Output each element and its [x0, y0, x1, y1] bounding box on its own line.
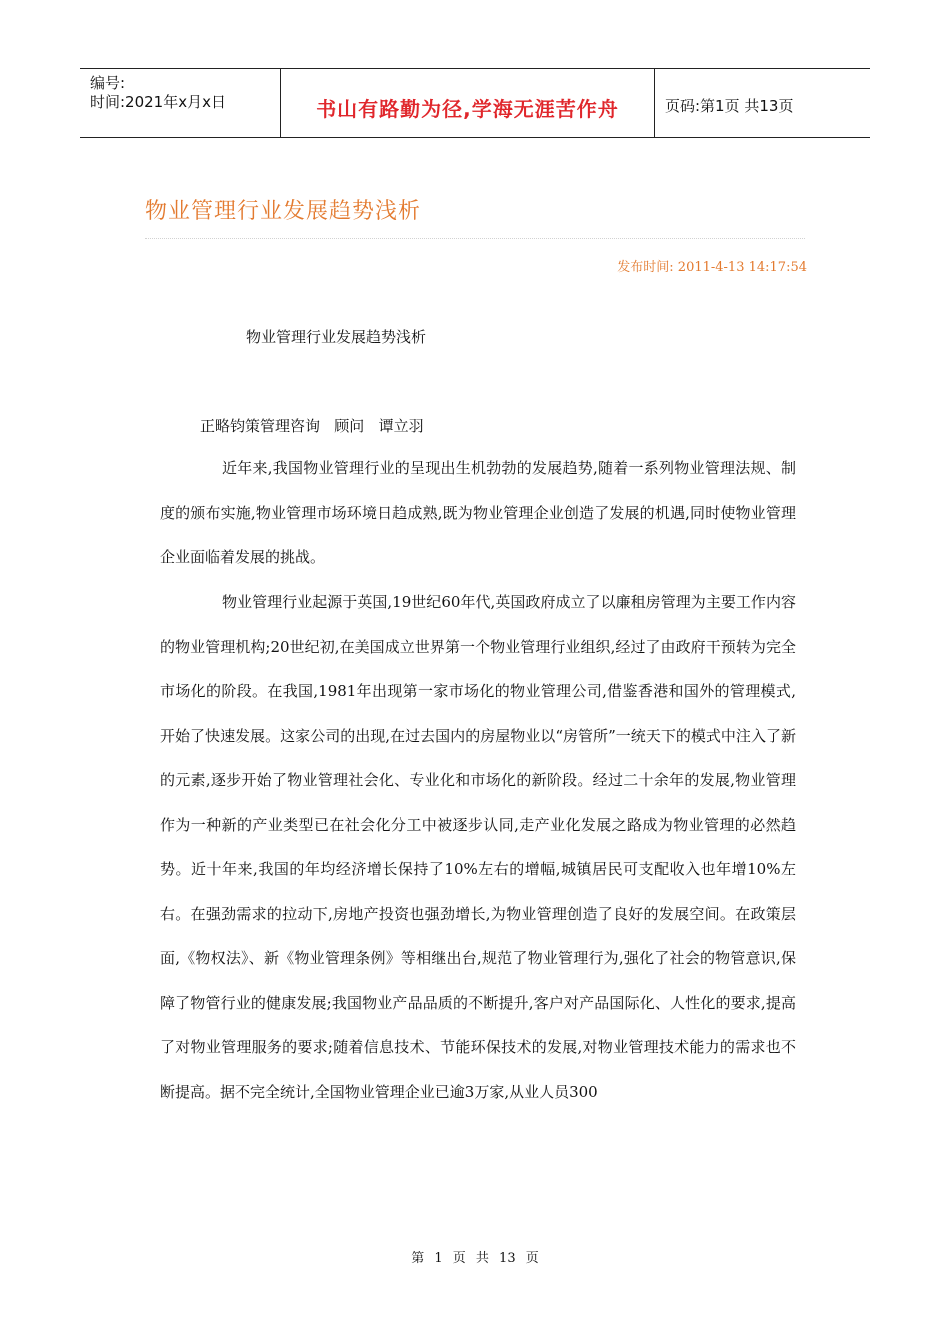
body-paragraph: 近年来,我国物业管理行业的呈现出生机勃勃的发展趋势,随着一系列物业管理法规、制度的颁布实施,物业管理市场环境日趋成熟,既为物业管理企业创造了发展的机遇,同时使物业管理企业面临着发展的挑战。: [160, 459, 796, 566]
body-paragraph: 物业管理行业起源于英国,19世纪60年代,英国政府成立了以廉租房管理为主要工作内容的物业管理机构;20世纪初,在美国成立世界第一个物业管理行业组织,经过了由政府干预转为完全市场化的阶段。在我国,1981年出现第一家市场化的物业管理公司,借鉴香港和国外的管理模式,开始了快速发展。这家公司的出现,在过去国内的房屋物业以“房管所”一统天下的模式中注入了新的元素,逐步开始了物业管理社会化、专业化和市场化的新阶段。经过二十余年的发展,物业管理作为一种新的产业类型已在社会化分工中被逐步认同,走产业化发展之路成为物业管理的必然趋势。近十年来,我国的年均经济增长保持了10%左右的增幅,城镇居民可支配收入也年增10%左右。在强劲需求的拉动下,房地产投资也强劲增长,为物业管理创造了良好的发展空间。在政策层面,《物权法》、新《物业管理条例》等相继出台,规范了物业管理行为,强化了社会的物管意识,保障了物管行业的健康发展;我国物业产品品质的不断提升,客户对产品国际化、人性化的要求,提高了对物业管理服务的要求;随着信息技术、节能环保技术的发展,对物业管理技术能力的需求也不断提高。据不完全统计,全国物业管理企业已逾3万家,从业人员300: [160, 593, 796, 1101]
publish-time: 发布时间: 2011-4-13 14:17:54: [617, 260, 807, 275]
document-number-label: 编号:: [90, 74, 126, 92]
header-motto-cell: [281, 69, 655, 137]
document-header: [80, 68, 870, 138]
page-footer: 第 1 页 共 13 页: [411, 1251, 539, 1266]
header-info-cell: [80, 69, 281, 137]
document-time-label: 时间:2021年x月x日: [90, 93, 226, 111]
article-subtitle: 物业管理行业发展趋势浅析: [246, 328, 427, 346]
header-page-number: 页码:第1页 共13页: [665, 97, 794, 115]
title-divider: [145, 238, 805, 239]
article-title: 物业管理行业发展趋势浅析: [145, 199, 422, 224]
header-page-cell: [655, 69, 870, 137]
author-line: 正略钧策管理咨询 顾问 谭立羽: [200, 417, 424, 435]
header-motto: 书山有路勤为径,学海无涯苦作舟: [316, 97, 619, 121]
